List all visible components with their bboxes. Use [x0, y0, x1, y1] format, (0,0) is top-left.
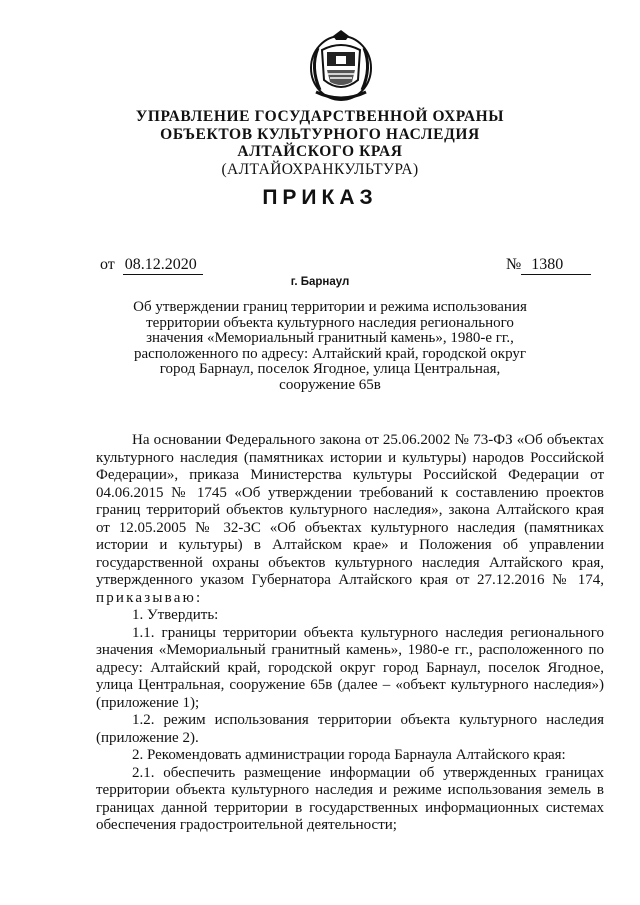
document-title: ПРИКАЗ	[262, 186, 378, 209]
agency-short-name: (АЛТАЙОХРАНКУЛЬТУРА)	[221, 160, 419, 178]
order-body	[96, 432, 604, 835]
order-date	[100, 256, 203, 275]
agency-name-line-2: ОБЪЕКТОВ КУЛЬТУРНОГО НАСЛЕДИЯ	[160, 125, 480, 143]
coat-of-arms-emblem	[300, 28, 382, 104]
city-label: г. Барнаул	[290, 276, 350, 288]
body-paragraph-1-2: 1.2. режим использования территории объекта культурного наследия (приложение 2).	[96, 712, 604, 746]
number-value: 1380	[521, 256, 591, 275]
order-subject: Об утверждении границ территории и режима использования территории объекта культурного наследия регионального значения «Мемориальный гранитный камень», 1980-е гг., расположенного по адресу: Алтайский край, городской округ город Барнаул, поселок Ягодное, улица Центральная, сооружение 65в	[133, 299, 527, 393]
date-prefix: от	[100, 256, 115, 273]
body-paragraph-1: 1. Утвердить:	[132, 607, 219, 623]
agency-name-line-1: УПРАВЛЕНИЕ ГОСУДАРСТВЕННОЙ ОХРАНЫ	[135, 108, 505, 125]
body-paragraph-basis: На основании Федерального закона от 25.06.2002 № 73-ФЗ «Об объектах культурного наследия (памятниках истории и культуры) народов Российской Федерации», приказа Министерства культуры Российской Федерации от 04.06.2015 № 1745 «Об утверждении требований к составлению проектов границ территорий объектов культурного наследия», закона Алтайского края от 12.05.2005 № 32-ЗС «Об объектах культурного наследия (памятниках истории и культуры) в Алтайском крае» и Положения об управлении государственной охраны объектов культурного наследия Алтайского края, утвержденного указом Губернатора Алтайского края от 27.12.2016 № 174, приказываю:	[96, 432, 604, 606]
agency-header	[0, 108, 640, 178]
body-paragraph-1-1: 1.1. границы территории объекта культурного наследия регионального значения «Мемориальный гранитный камень», 1980-е гг., расположенного по адресу: Алтайский край, городской округ город Барнаул, поселок Ягодное, улица Центральная, сооружение 65в (далее – «объект культурного наследия») (приложение 1);	[96, 624, 604, 711]
number-sign: №	[506, 256, 522, 273]
body-paragraph-2: 2. Рекомендовать администрации города Барнаула Алтайского края:	[132, 747, 566, 763]
agency-name-line-3: АЛТАЙСКОГО КРАЯ	[237, 143, 403, 160]
body-paragraph-2-1: 2.1. обеспечить размещение информации об утвержденных границах территории объекта культурного наследия и режиме использования земель в границах данной территории в государственных информационных системах обеспечения градостроительной деятельности;	[96, 764, 604, 833]
order-keyword: приказываю:	[96, 589, 203, 606]
date-value: 08.12.2020	[123, 256, 203, 275]
order-number	[506, 256, 591, 275]
